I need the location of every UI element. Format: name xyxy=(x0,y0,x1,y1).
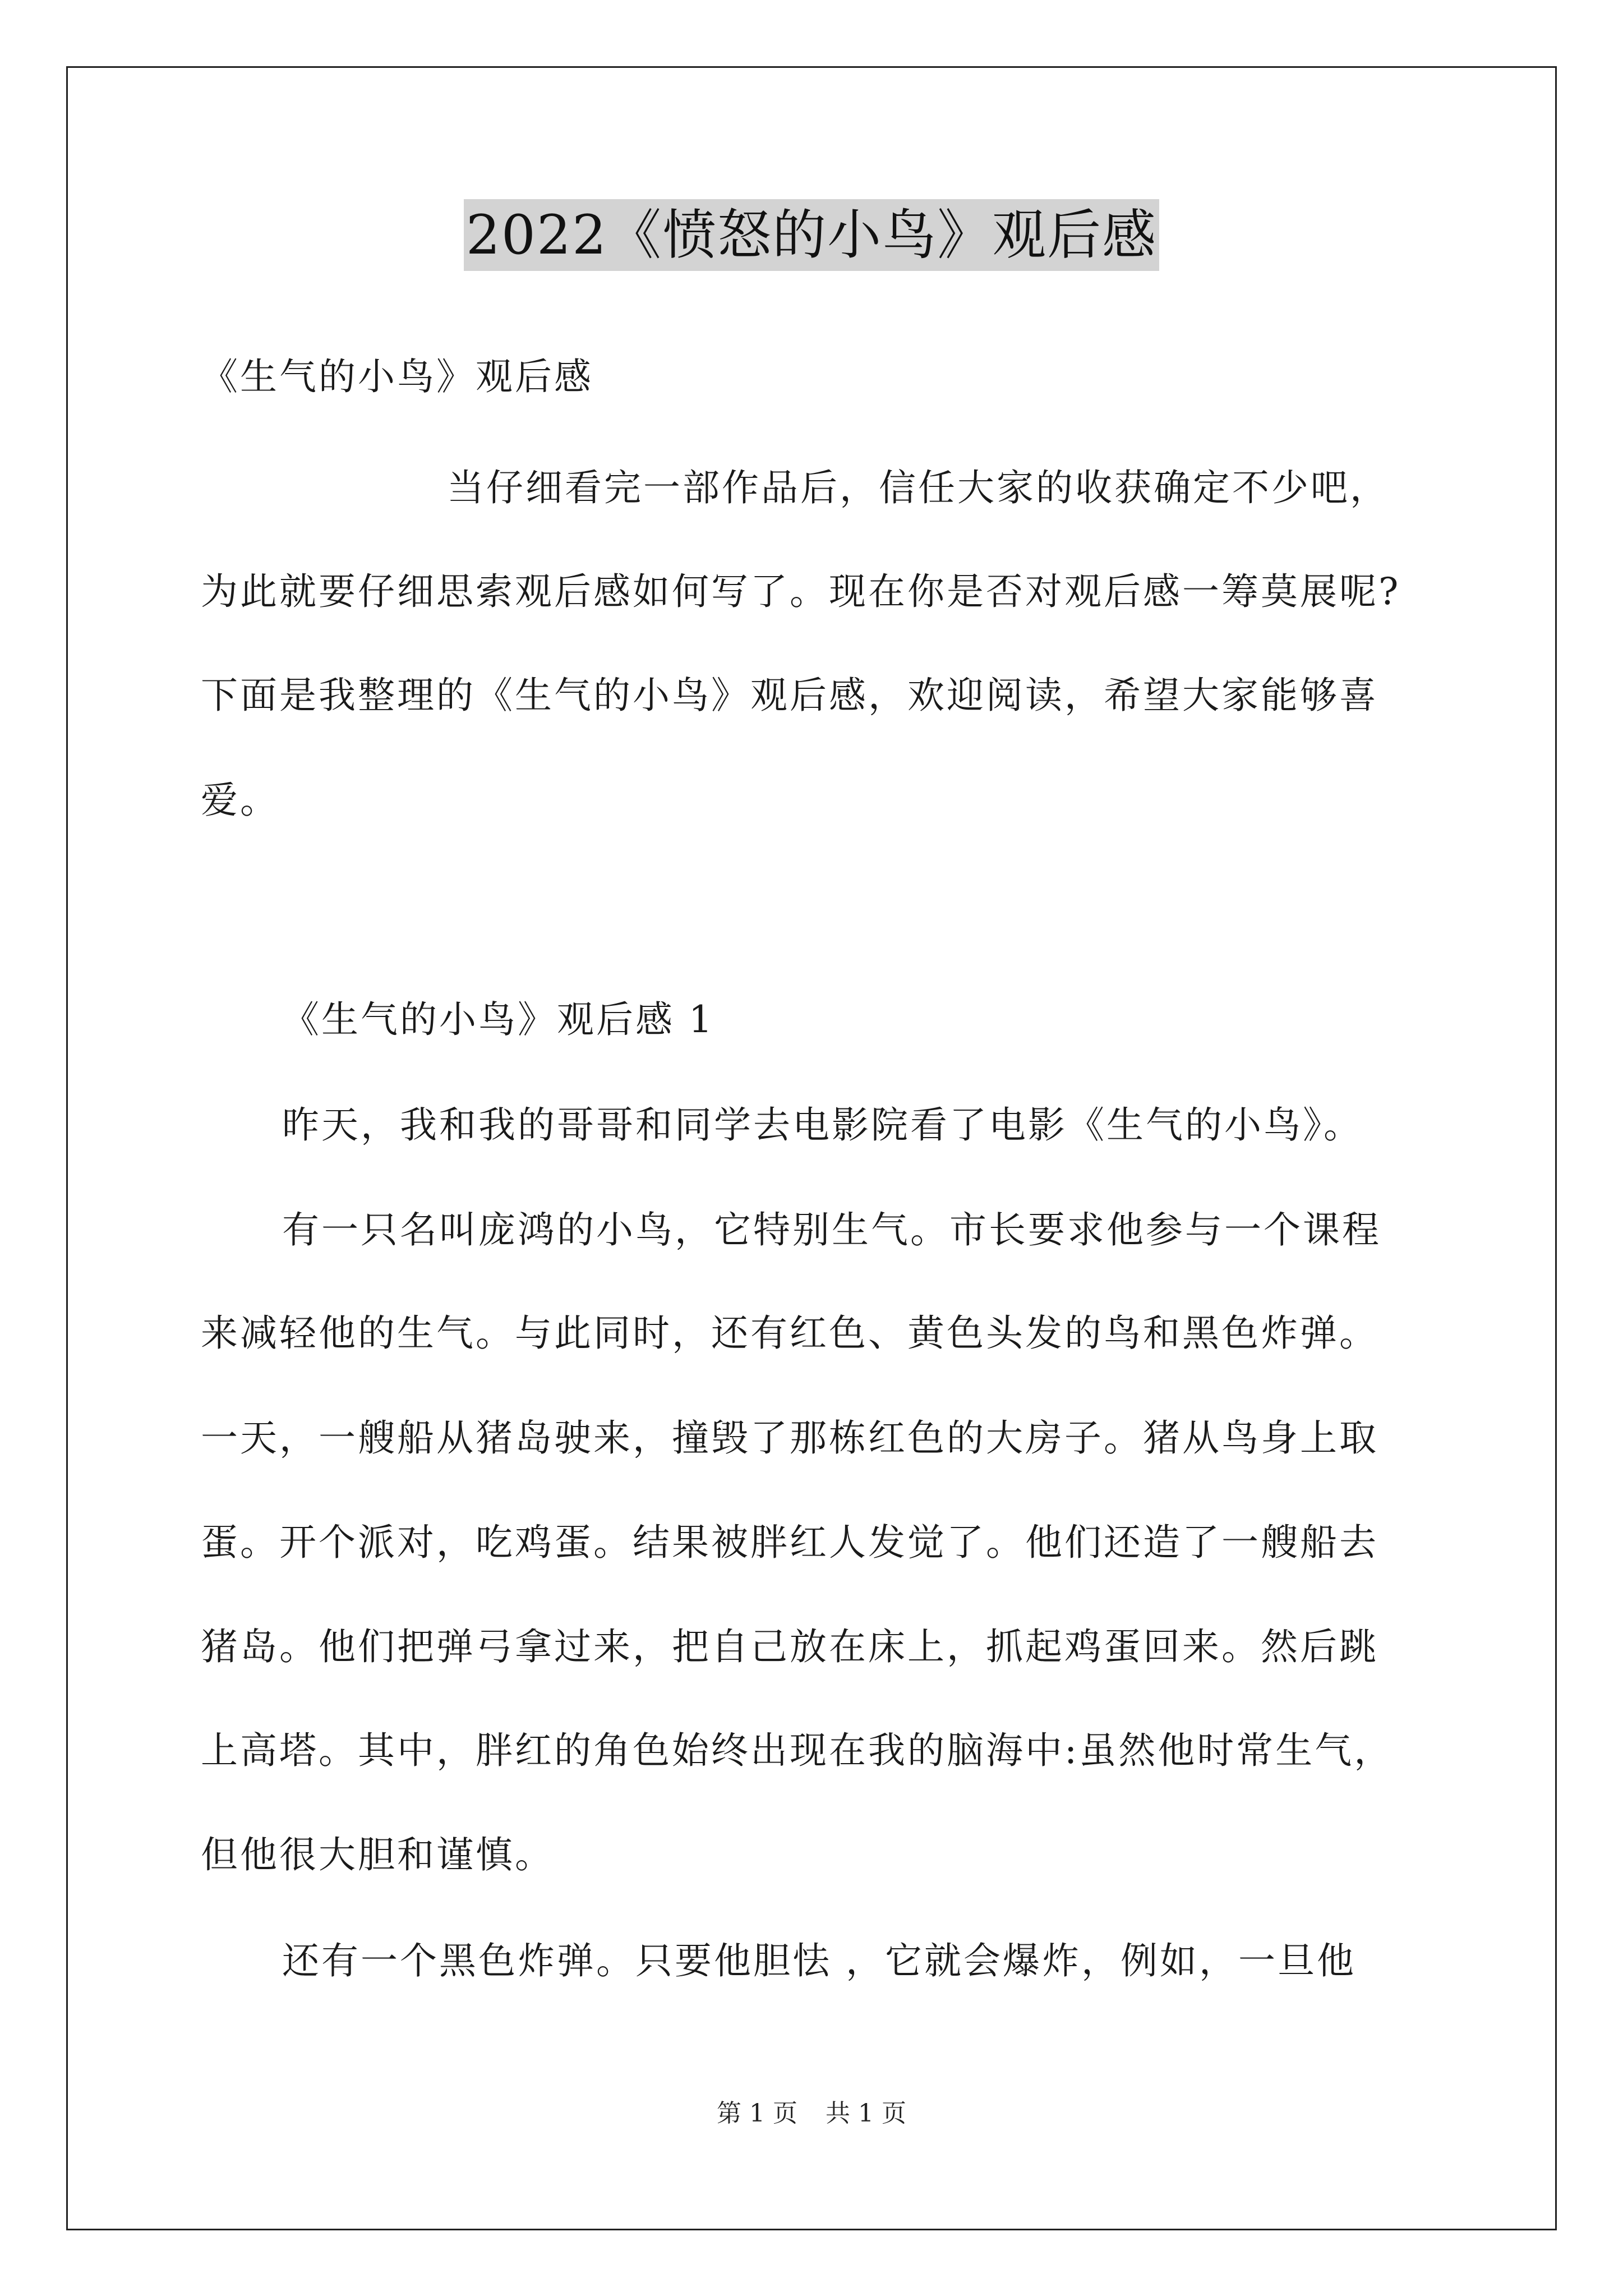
document-subtitle: 《生气的小鸟》观后感 xyxy=(201,355,593,398)
page-number: 第 1 页 xyxy=(717,2099,797,2128)
page-footer xyxy=(0,2097,1623,2131)
intro-line-1: 当仔细看完一部作品后，信任大家的收获确定不少吧， xyxy=(447,466,1389,509)
para2-line-5: 猪岛。他们把弹弓拿过来，把自己放在床上，抓起鸡蛋回来。然后跳 xyxy=(201,1625,1378,1668)
para2-line-1: 有一只名叫庞鸿的小鸟，它特别生气。市长要求他参与一个课程 xyxy=(282,1208,1381,1251)
para1-line-1: 昨天，我和我的哥哥和同学去电影院看了电影《生气的小鸟》。 xyxy=(282,1103,1363,1147)
intro-line-2: 为此就要仔细思索观后感如何写了。现在你是否对观后感一筹莫展呢? xyxy=(201,570,1401,613)
intro-line-3: 下面是我整理的《生气的小鸟》观后感，欢迎阅读，希望大家能够喜 xyxy=(201,674,1378,717)
para2-line-7: 但他很大胆和谨慎。 xyxy=(201,1833,554,1876)
para2-line-2: 来减轻他的生气。与此同时，还有红色、黄色头发的鸟和黑色炸弹。 xyxy=(201,1312,1378,1355)
intro-line-4: 爱。 xyxy=(201,779,279,822)
document-title: 2022《愤怒的小鸟》观后感 xyxy=(464,199,1159,271)
para3-line-1: 还有一个黑色炸弹。只要他胆怯 ，它就会爆炸，例如，一旦他 xyxy=(282,1939,1356,1982)
section-heading: 《生气的小鸟》观后感 1 xyxy=(282,998,714,1041)
para2-line-3: 一天，一艘船从猪岛驶来，撞毁了那栋红色的大房子。猪从鸟身上取 xyxy=(201,1416,1378,1460)
para2-line-4: 蛋。开个派对，吃鸡蛋。结果被胖红人发觉了。他们还造了一艘船去 xyxy=(201,1521,1378,1564)
title-container xyxy=(0,199,1623,271)
page-total: 共 1 页 xyxy=(826,2099,906,2128)
para2-line-6: 上高塔。其中，胖红的角色始终出现在我的脑海中:虽然他时常生气， xyxy=(201,1729,1394,1772)
